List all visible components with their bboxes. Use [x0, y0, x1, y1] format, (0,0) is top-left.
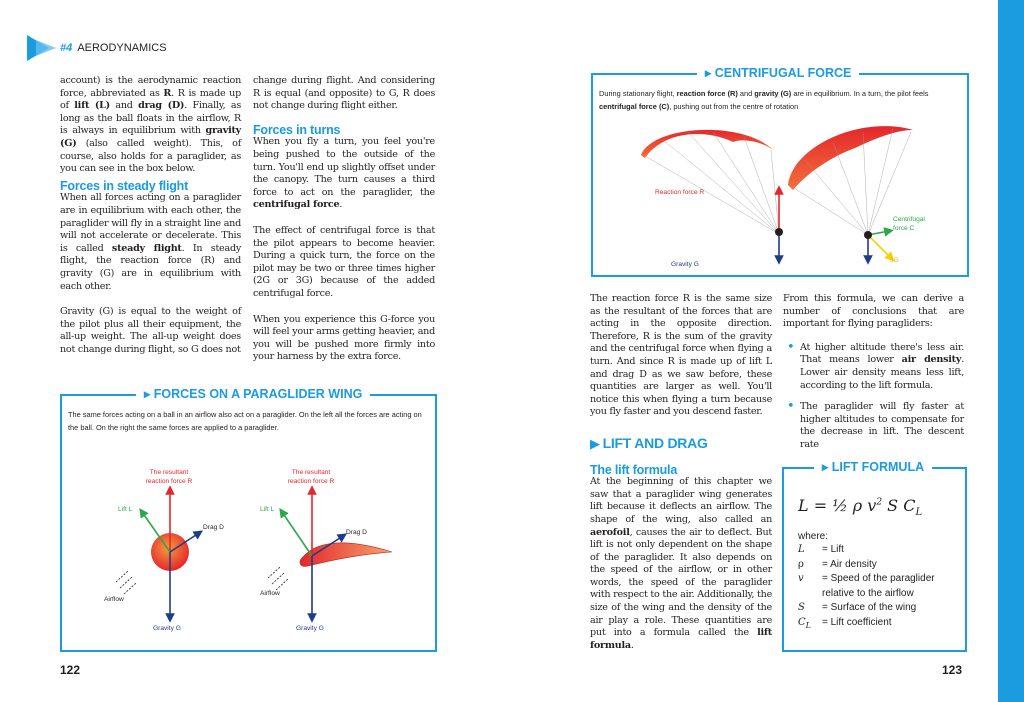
- resultant-label-left: The resultant reaction force R: [145, 469, 193, 485]
- glider-turning: [788, 126, 913, 260]
- title-arrow-icon: ▸: [705, 66, 712, 80]
- lift-formula-box: [782, 460, 967, 652]
- g-label: G: [866, 255, 872, 262]
- paragraph: From this formula, we can derive a number of conclusions that are important for flying paragliders:: [783, 293, 964, 330]
- list-item: • At higher altitude there's less air. That means lower air density. Lower air density means less lift, according to the lift formula.: [783, 342, 964, 392]
- centrifugal-label: Centrifugal force C: [893, 216, 925, 232]
- forces-box-title: [136, 386, 370, 401]
- gravity-label-left: Gravity G: [153, 625, 181, 632]
- definition: = Air density: [822, 558, 877, 570]
- symbol: v: [798, 573, 804, 584]
- left-col1: [60, 75, 241, 356]
- definition: = Speed of the paraglider relative to the airflow: [822, 573, 935, 599]
- airflow-label-left: Airflow: [104, 596, 124, 603]
- paragraph: change during flight. And considering R is equal (and opposite) to G, R does not change during flight either.: [253, 75, 435, 112]
- definition: = Lift: [822, 544, 844, 555]
- resultant-label-right: The resultant reaction force R: [287, 469, 335, 485]
- drag-label-left: Drag D: [203, 524, 224, 531]
- chapter-number: #4: [60, 42, 73, 54]
- gravity-label-right: Gravity G: [296, 625, 324, 632]
- heading-lift-formula: The lift formula: [590, 462, 678, 477]
- airflow-label-right: Airflow: [260, 590, 280, 597]
- paragraph: When you fly a turn, you feel you're being pushed to the outside of the turn. You'll end up slightly offset under the canopy. The turn causes a third force to act on the paraglider, the centrifugal force.: [253, 136, 435, 211]
- centrifugal-box-caption: During stationary flight, reaction force (R) and gravity (G) are in equilibrium. In a turn, the pilot feels centrifugal force (C), pushing out from the centre of rotation: [599, 89, 929, 111]
- page-number-left: 122: [60, 663, 81, 677]
- lift-formula-box-title: [814, 459, 932, 474]
- chapter-edge-tab: [998, 0, 1024, 702]
- forces-box-caption: The same forces acting on a ball in an airflow also act on a paraglider. On the left all the forces are acting on the ball. On the right the same forces are applied to a paraglider.: [68, 410, 422, 432]
- centrifugal-box: [591, 66, 969, 277]
- heading-lift-and-drag-text: LIFT AND DRAG: [602, 434, 708, 451]
- chapter-header: [60, 42, 167, 54]
- heading-forces-in-turns: Forces in turns: [253, 122, 341, 137]
- forces-box: [60, 387, 437, 652]
- lift-label-right: Lift L: [260, 506, 275, 513]
- right-page: [500, 0, 998, 702]
- paragraph: When all forces acting on a paraglider are in equilibrium with each other, the paraglider will fly in a straight line and will not accelerate or decelerate. This is called steady flight. In steady flight, the reaction force (R) and gravity (G) are in equilibrium with each other.: [60, 192, 242, 292]
- symbol: S: [798, 602, 805, 613]
- symbol: ρ: [798, 558, 804, 570]
- heading-arrow-icon: ▶: [590, 436, 600, 452]
- definition: = Surface of the wing: [822, 602, 917, 613]
- reaction-force-label: Reaction force R: [655, 189, 705, 196]
- forces-box-title-text: FORCES ON A PARAGLIDER WING: [153, 387, 363, 401]
- right-col1: [590, 293, 772, 652]
- paragraph: At the beginning of this chapter we saw that a paraglider wing generates lift because it deflects an airflow. The shape of the wing, also called an aerofoil, causes the air to deflect. But lift is not only dependent on the shape of the paraglider. It also depends on the speed of the airflow, or in other words, the speed of the paraglider with respect to the air. Additionally, the size of the wing and the density of the air play a role. These quantities are put into a formula called the lift formula.: [590, 476, 772, 651]
- left-page: [0, 0, 500, 702]
- centrifugal-box-title: [697, 65, 859, 80]
- centrifugal-diagram: [593, 120, 967, 270]
- lift-formula-box-title-text: LIFT FORMULA: [831, 460, 925, 474]
- wing-diagram: [268, 490, 392, 618]
- paragraph: Gravity (G) is equal to the weight of the pilot plus all their equipment, the all-up weight. The all-up weight does not change during flight, so G does not: [60, 306, 241, 355]
- heading-steady-flight: Forces in steady flight: [60, 178, 189, 193]
- symbol: L: [798, 544, 805, 555]
- chapter-title: AERODYNAMICS: [77, 42, 167, 54]
- definition: = Lift coefficient: [822, 616, 892, 628]
- chapter-arrow-icon: [27, 35, 57, 61]
- three-g-label: 3G: [890, 257, 899, 264]
- where-label: where:: [798, 531, 829, 542]
- list-item: • The paraglider will fly faster at higher altitudes to compensate for the decrease in lift. The descent rate: [783, 401, 964, 451]
- formula-legend: [798, 543, 958, 633]
- paragraph: The effect of centrifugal force is that the pilot appears to become heavier. During a quick turn, the force on the pilot may be two or three times higher (2G or 3G) because of the added centrifugal force.: [253, 224, 435, 299]
- centrifugal-box-title-text: CENTRIFUGAL FORCE: [714, 66, 852, 80]
- title-arrow-icon: ▸: [822, 460, 829, 474]
- drag-label-right: Drag D: [346, 529, 367, 536]
- paragraph: account) is the aerodynamic reaction force, abbreviated as R. R is made up of lift (L) and drag (D). Finally, as long as the ball floats in the airflow, R is always in equilibrium with gravity (G) (also called weight). This, of course, also holds for a paraglider, as you can see in the box below.: [60, 75, 242, 175]
- paragraph: The reaction force R is the same size as the resultant of the forces that are acting in the opposite direction. Therefore, R is the sum of the gravity and the centrifugal force when flying a turn. And since R is made up of lift L and drag D as we saw before, these quantities are larger as well. You'll notice this when flying a turn because you fly faster and you descend faster.: [590, 293, 772, 418]
- heading-lift-and-drag: [590, 434, 772, 453]
- paragraph: When you experience this G-force you will feel your arms getting heavier, and you will be pushed more firmly into your harness by the extra force.: [253, 313, 435, 363]
- right-col2: [783, 293, 964, 461]
- bullet-list: [783, 342, 964, 452]
- symbol: $C_L$: [798, 616, 811, 630]
- lift-label-left: Lift L: [118, 506, 133, 513]
- title-arrow-icon: ▸: [144, 387, 151, 401]
- gravity-label: Gravity G: [671, 261, 699, 268]
- lift-formula: L = ½ ρ $v^2$ S $C_L$: [798, 496, 923, 519]
- page-number-right: 123: [942, 663, 963, 677]
- forces-diagram: [62, 456, 435, 646]
- left-col2: [253, 75, 435, 364]
